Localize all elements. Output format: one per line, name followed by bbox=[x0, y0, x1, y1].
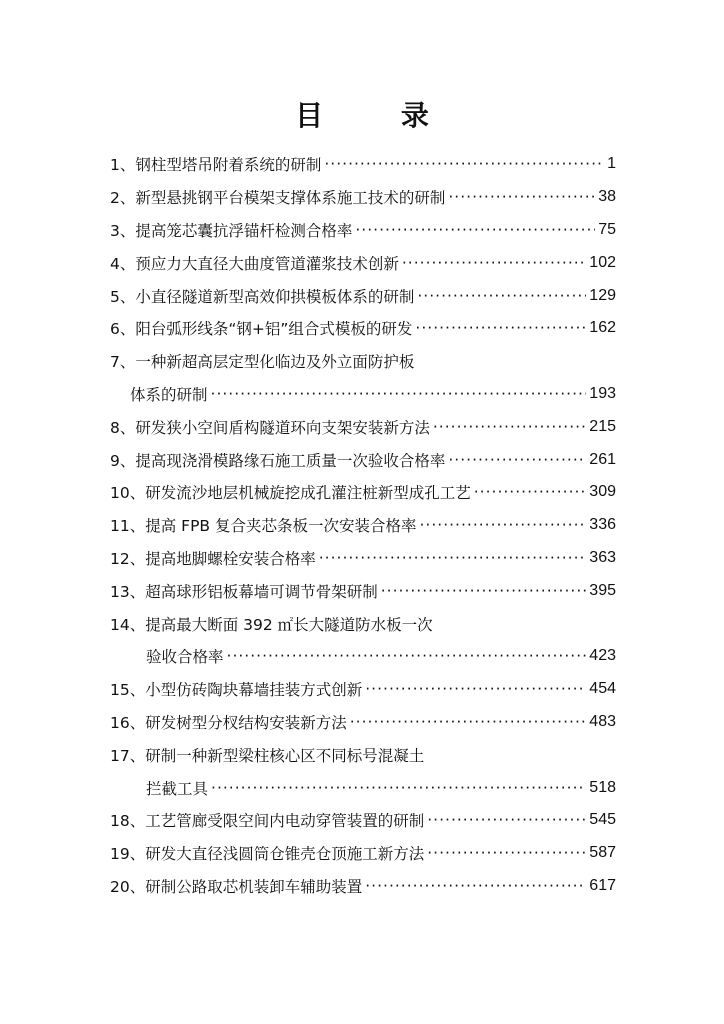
toc-entry-14-cont[interactable] bbox=[110, 640, 616, 673]
toc-entry-17-cont[interactable] bbox=[110, 771, 616, 804]
toc-leader-dots bbox=[211, 779, 586, 797]
toc-entry-5[interactable] bbox=[110, 279, 616, 312]
toc-leader-dots bbox=[365, 877, 586, 895]
toc-leader-dots bbox=[433, 418, 586, 436]
toc-entry-page: 483 bbox=[589, 712, 616, 730]
toc-entry-page: 423 bbox=[589, 647, 616, 665]
toc-entry-page: 518 bbox=[589, 778, 616, 796]
toc-leader-dots bbox=[381, 582, 587, 600]
toc-entry-label: 8、研发狭小空间盾构隧道环向支架安装新方法 bbox=[110, 418, 430, 437]
toc-entry-label: 10、研发流沙地层机械旋挖成孔灌注桩新型成孔工艺 bbox=[110, 484, 471, 503]
toc-entry-label: 验收合格率 bbox=[146, 648, 224, 667]
toc-leader-dots bbox=[350, 713, 587, 731]
toc-entry-20[interactable] bbox=[110, 870, 616, 903]
toc-entry-10[interactable] bbox=[110, 476, 616, 509]
toc-leader-dots bbox=[427, 811, 586, 829]
toc-entry-label: 17、研制一种新型梁柱核心区不同标号混凝土 bbox=[110, 746, 425, 765]
toc-leader-dots bbox=[319, 549, 587, 567]
toc-leader-dots bbox=[427, 844, 586, 862]
toc-entry-12[interactable] bbox=[110, 542, 616, 575]
toc-entry-page: 75 bbox=[598, 220, 616, 238]
toc-entry-label: 18、工艺管廊受限空间内电动穿管装置的研制 bbox=[110, 812, 425, 831]
toc-entry-page: 261 bbox=[589, 450, 616, 468]
toc-entry-page: 336 bbox=[589, 516, 616, 534]
toc-entry-label: 20、研制公路取芯机装卸车辅助装置 bbox=[110, 877, 363, 896]
toc-entry-16[interactable] bbox=[110, 706, 616, 739]
toc-entry-8[interactable] bbox=[110, 410, 616, 443]
toc-entry-label: 5、小直径隧道新型高效仰拱模板体系的研制 bbox=[110, 287, 415, 306]
toc-leader-dots bbox=[211, 385, 587, 403]
toc-entry-page: 193 bbox=[589, 384, 616, 402]
toc-entry-4[interactable] bbox=[110, 246, 616, 279]
toc-entry-1[interactable] bbox=[110, 148, 616, 181]
toc-entry-label: 12、提高地脚螺栓安装合格率 bbox=[110, 549, 316, 568]
toc-entry-18[interactable] bbox=[110, 804, 616, 837]
toc-entry-label: 7、一种新超高层定型化临边及外立面防护板 bbox=[110, 353, 415, 372]
toc-entry-label: 拦截工具 bbox=[146, 779, 209, 798]
toc-entry-page: 454 bbox=[589, 680, 616, 698]
toc-entry-page: 129 bbox=[589, 286, 616, 304]
toc-leader-dots bbox=[419, 516, 586, 534]
toc-entry-label: 4、预应力大直径大曲度管道灌浆技术创新 bbox=[110, 254, 399, 273]
toc-entry-page: 545 bbox=[589, 811, 616, 829]
toc-leader-dots bbox=[448, 451, 586, 469]
toc-entry-page: 1 bbox=[607, 155, 616, 173]
toc-entry-label: 6、阳台弧形线条“钢+铝”组合式模板的研发 bbox=[110, 320, 413, 339]
toc-entry-page: 38 bbox=[598, 188, 616, 206]
toc-entry-label: 13、超高球形铝板幕墙可调节骨架研制 bbox=[110, 582, 378, 601]
toc-entry-page: 102 bbox=[589, 253, 616, 271]
toc-entry-page: 587 bbox=[589, 844, 616, 862]
toc-entry-13[interactable] bbox=[110, 574, 616, 607]
toc-entry-label: 体系的研制 bbox=[130, 385, 208, 404]
toc-leader-dots bbox=[474, 483, 587, 501]
toc-leader-dots bbox=[402, 254, 586, 272]
table-of-contents bbox=[110, 148, 616, 902]
toc-entry-page: 215 bbox=[589, 417, 616, 435]
toc-leader-dots bbox=[415, 319, 586, 337]
toc-leader-dots bbox=[227, 647, 587, 665]
toc-entry-label: 1、钢柱型塔吊附着系统的研制 bbox=[110, 156, 322, 175]
toc-leader-dots bbox=[365, 680, 586, 698]
toc-entry-17[interactable] bbox=[110, 738, 616, 771]
toc-entry-label: 2、新型悬挑钢平台模架支撑体系施工技术的研制 bbox=[110, 189, 446, 208]
toc-leader-dots bbox=[324, 155, 604, 173]
toc-entry-11[interactable] bbox=[110, 509, 616, 542]
toc-entry-3[interactable] bbox=[110, 214, 616, 247]
toc-entry-label: 19、研发大直径浅圆筒仓锥壳仓顶施工新方法 bbox=[110, 845, 425, 864]
toc-entry-page: 162 bbox=[589, 319, 616, 337]
toc-entry-label: 16、研发树型分杈结构安装新方法 bbox=[110, 713, 347, 732]
toc-leader-dots bbox=[448, 188, 595, 206]
toc-entry-label: 9、提高现浇滑模路缘石施工质量一次验收合格率 bbox=[110, 451, 446, 470]
toc-entry-6[interactable] bbox=[110, 312, 616, 345]
toc-entry-label: 3、提高笼芯囊抗浮锚杆检测合格率 bbox=[110, 221, 353, 240]
toc-entry-2[interactable] bbox=[110, 181, 616, 214]
toc-entry-9[interactable] bbox=[110, 443, 616, 476]
toc-entry-page: 309 bbox=[589, 483, 616, 501]
toc-leader-dots bbox=[417, 287, 586, 305]
toc-entry-page: 617 bbox=[589, 876, 616, 894]
page-title: 目 录 bbox=[295, 99, 463, 132]
toc-entry-page: 363 bbox=[589, 548, 616, 566]
toc-leader-dots bbox=[355, 221, 595, 239]
toc-entry-label: 11、提高 FPB 复合夹芯条板一次安装合格率 bbox=[110, 517, 417, 536]
toc-entry-7[interactable] bbox=[110, 345, 616, 378]
toc-entry-label: 15、小型仿砖陶块幕墙挂装方式创新 bbox=[110, 681, 363, 700]
toc-entry-15[interactable] bbox=[110, 673, 616, 706]
toc-entry-label: 14、提高最大断面 392 ㎡长大隧道防水板一次 bbox=[110, 615, 433, 634]
toc-entry-14[interactable] bbox=[110, 607, 616, 640]
toc-entry-19[interactable] bbox=[110, 837, 616, 870]
toc-entry-page: 395 bbox=[589, 581, 616, 599]
toc-entry-7-cont[interactable] bbox=[110, 378, 616, 411]
